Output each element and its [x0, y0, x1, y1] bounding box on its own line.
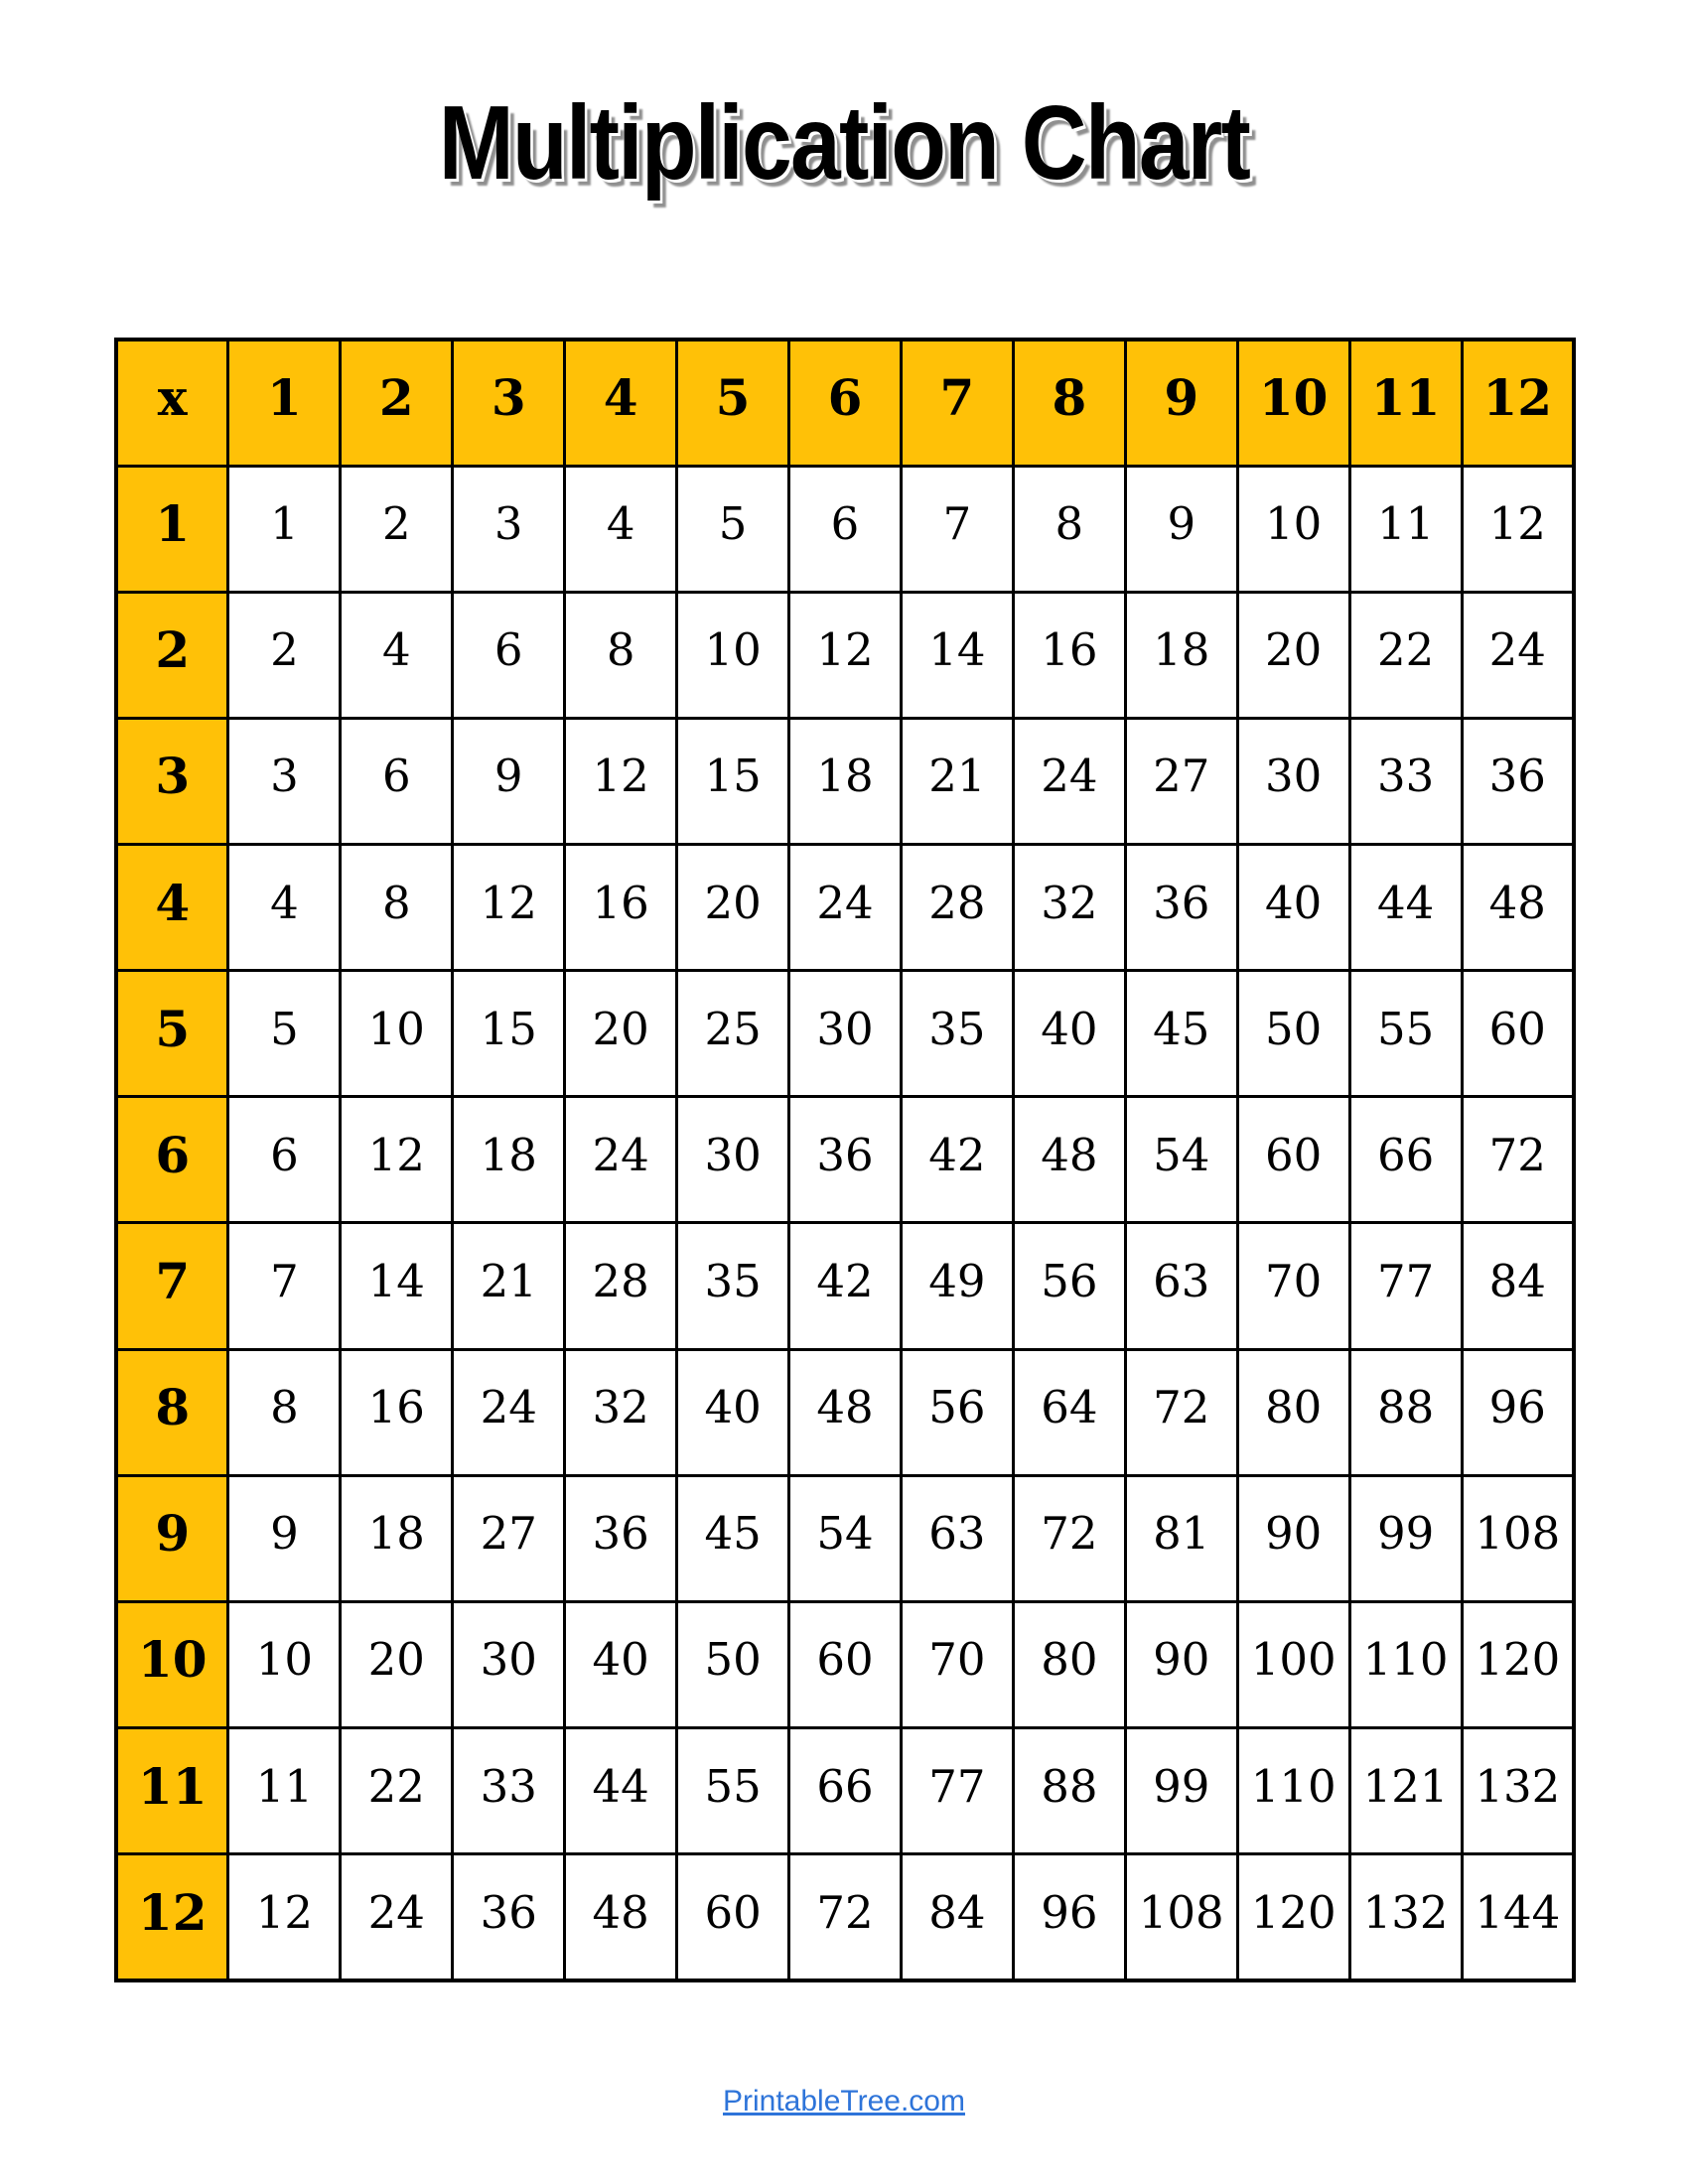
product-cell: 49	[901, 1223, 1013, 1349]
product-cell: 4	[228, 844, 341, 970]
product-cell: 5	[228, 971, 341, 1097]
product-cell: 11	[228, 1728, 341, 1854]
product-cell: 110	[1349, 1601, 1462, 1727]
product-cell: 6	[789, 466, 902, 592]
product-cell: 28	[565, 1223, 677, 1349]
multiplication-table	[114, 338, 1576, 1982]
product-cell: 60	[1237, 1097, 1349, 1223]
product-cell: 30	[677, 1097, 789, 1223]
product-cell: 108	[1125, 1854, 1237, 1980]
product-cell: 88	[1349, 1349, 1462, 1475]
product-cell: 21	[453, 1223, 565, 1349]
product-cell: 70	[1237, 1223, 1349, 1349]
product-cell: 16	[565, 844, 677, 970]
product-cell: 84	[901, 1854, 1013, 1980]
product-cell: 50	[1237, 971, 1349, 1097]
table-row	[116, 592, 1574, 718]
column-header-cell: 4	[565, 340, 677, 466]
product-cell: 11	[1349, 466, 1462, 592]
table-row	[116, 718, 1574, 844]
product-cell: 27	[453, 1475, 565, 1601]
column-header-cell: 3	[453, 340, 565, 466]
product-cell: 132	[1462, 1728, 1574, 1854]
product-cell: 90	[1237, 1475, 1349, 1601]
product-cell: 24	[341, 1854, 453, 1980]
column-header-cell: 1	[228, 340, 341, 466]
row-header-cell: 4	[116, 844, 228, 970]
product-cell: 48	[789, 1349, 902, 1475]
product-cell: 6	[228, 1097, 341, 1223]
table-row	[116, 1854, 1574, 1980]
product-cell: 99	[1349, 1475, 1462, 1601]
product-cell: 96	[1462, 1349, 1574, 1475]
product-cell: 77	[901, 1728, 1013, 1854]
product-cell: 25	[677, 971, 789, 1097]
product-cell: 42	[901, 1097, 1013, 1223]
product-cell: 45	[677, 1475, 789, 1601]
product-cell: 28	[901, 844, 1013, 970]
product-cell: 14	[341, 1223, 453, 1349]
product-cell: 18	[789, 718, 902, 844]
product-cell: 44	[1349, 844, 1462, 970]
product-cell: 132	[1349, 1854, 1462, 1980]
row-header-cell: 1	[116, 466, 228, 592]
product-cell: 50	[677, 1601, 789, 1727]
column-header-cell: 12	[1462, 340, 1574, 466]
row-header-cell: 5	[116, 971, 228, 1097]
product-cell: 1	[228, 466, 341, 592]
row-header-cell: 12	[116, 1854, 228, 1980]
product-cell: 18	[341, 1475, 453, 1601]
product-cell: 24	[789, 844, 902, 970]
product-cell: 54	[1125, 1097, 1237, 1223]
product-cell: 18	[453, 1097, 565, 1223]
product-cell: 96	[1013, 1854, 1125, 1980]
product-cell: 12	[565, 718, 677, 844]
product-cell: 8	[341, 844, 453, 970]
product-cell: 90	[1125, 1601, 1237, 1727]
column-header-cell: 5	[677, 340, 789, 466]
product-cell: 35	[677, 1223, 789, 1349]
product-cell: 120	[1237, 1854, 1349, 1980]
product-cell: 10	[1237, 466, 1349, 592]
product-cell: 12	[789, 592, 902, 718]
row-header-cell: 9	[116, 1475, 228, 1601]
product-cell: 110	[1237, 1728, 1349, 1854]
product-cell: 35	[901, 971, 1013, 1097]
product-cell: 36	[453, 1854, 565, 1980]
product-cell: 32	[1013, 844, 1125, 970]
product-cell: 88	[1013, 1728, 1125, 1854]
table-row	[116, 971, 1574, 1097]
column-header-cell: 10	[1237, 340, 1349, 466]
product-cell: 120	[1462, 1601, 1574, 1727]
product-cell: 20	[341, 1601, 453, 1727]
product-cell: 3	[453, 466, 565, 592]
product-cell: 24	[1013, 718, 1125, 844]
row-header-cell: 10	[116, 1601, 228, 1727]
product-cell: 27	[1125, 718, 1237, 844]
product-cell: 8	[565, 592, 677, 718]
product-cell: 4	[565, 466, 677, 592]
product-cell: 15	[677, 718, 789, 844]
product-cell: 32	[565, 1349, 677, 1475]
row-header-cell: 3	[116, 718, 228, 844]
product-cell: 24	[565, 1097, 677, 1223]
product-cell: 60	[1462, 971, 1574, 1097]
product-cell: 144	[1462, 1854, 1574, 1980]
product-cell: 8	[1013, 466, 1125, 592]
page-title: Multiplication Chart	[438, 84, 1250, 202]
product-cell: 64	[1013, 1349, 1125, 1475]
product-cell: 72	[1462, 1097, 1574, 1223]
product-cell: 108	[1462, 1475, 1574, 1601]
product-cell: 4	[341, 592, 453, 718]
product-cell: 56	[901, 1349, 1013, 1475]
column-header-cell: 7	[901, 340, 1013, 466]
product-cell: 81	[1125, 1475, 1237, 1601]
product-cell: 9	[453, 718, 565, 844]
product-cell: 72	[789, 1854, 902, 1980]
product-cell: 48	[1013, 1097, 1125, 1223]
product-cell: 30	[789, 971, 902, 1097]
product-cell: 55	[1349, 971, 1462, 1097]
product-cell: 6	[453, 592, 565, 718]
column-header-cell: 11	[1349, 340, 1462, 466]
product-cell: 40	[677, 1349, 789, 1475]
product-cell: 36	[1462, 718, 1574, 844]
product-cell: 40	[1237, 844, 1349, 970]
column-header-cell: 2	[341, 340, 453, 466]
product-cell: 99	[1125, 1728, 1237, 1854]
product-cell: 7	[901, 466, 1013, 592]
product-cell: 10	[228, 1601, 341, 1727]
product-cell: 48	[1462, 844, 1574, 970]
product-cell: 16	[1013, 592, 1125, 718]
product-cell: 100	[1237, 1601, 1349, 1727]
column-header-row	[116, 340, 1574, 466]
product-cell: 24	[453, 1349, 565, 1475]
product-cell: 66	[1349, 1097, 1462, 1223]
column-header-cell: 8	[1013, 340, 1125, 466]
row-header-cell: 2	[116, 592, 228, 718]
product-cell: 21	[901, 718, 1013, 844]
product-cell: 45	[1125, 971, 1237, 1097]
product-cell: 14	[901, 592, 1013, 718]
product-cell: 63	[901, 1475, 1013, 1601]
product-cell: 30	[453, 1601, 565, 1727]
product-cell: 24	[1462, 592, 1574, 718]
table-row	[116, 844, 1574, 970]
product-cell: 56	[1013, 1223, 1125, 1349]
product-cell: 22	[341, 1728, 453, 1854]
table-row	[116, 1601, 1574, 1727]
product-cell: 36	[1125, 844, 1237, 970]
product-cell: 2	[228, 592, 341, 718]
product-cell: 72	[1125, 1349, 1237, 1475]
product-cell: 8	[228, 1349, 341, 1475]
product-cell: 60	[677, 1854, 789, 1980]
row-header-cell: 6	[116, 1097, 228, 1223]
product-cell: 9	[228, 1475, 341, 1601]
product-cell: 7	[228, 1223, 341, 1349]
table-row	[116, 1223, 1574, 1349]
product-cell: 36	[789, 1097, 902, 1223]
product-cell: 40	[1013, 971, 1125, 1097]
product-cell: 12	[341, 1097, 453, 1223]
product-cell: 22	[1349, 592, 1462, 718]
product-cell: 12	[1462, 466, 1574, 592]
product-cell: 10	[341, 971, 453, 1097]
product-cell: 12	[453, 844, 565, 970]
row-header-cell: 8	[116, 1349, 228, 1475]
product-cell: 80	[1237, 1349, 1349, 1475]
product-cell: 30	[1237, 718, 1349, 844]
product-cell: 15	[453, 971, 565, 1097]
product-cell: 121	[1349, 1728, 1462, 1854]
product-cell: 3	[228, 718, 341, 844]
product-cell: 10	[677, 592, 789, 718]
product-cell: 5	[677, 466, 789, 592]
product-cell: 36	[565, 1475, 677, 1601]
product-cell: 42	[789, 1223, 902, 1349]
footer-link[interactable]: PrintableTree.com	[723, 2085, 965, 2117]
product-cell: 2	[341, 466, 453, 592]
column-header-cell: 9	[1125, 340, 1237, 466]
table-row	[116, 1475, 1574, 1601]
product-cell: 6	[341, 718, 453, 844]
product-cell: 16	[341, 1349, 453, 1475]
table-row	[116, 1097, 1574, 1223]
product-cell: 66	[789, 1728, 902, 1854]
product-cell: 18	[1125, 592, 1237, 718]
column-header-cell: 6	[789, 340, 902, 466]
product-cell: 20	[1237, 592, 1349, 718]
table-row	[116, 1728, 1574, 1854]
product-cell: 20	[565, 971, 677, 1097]
product-cell: 60	[789, 1601, 902, 1727]
product-cell: 80	[1013, 1601, 1125, 1727]
product-cell: 40	[565, 1601, 677, 1727]
table-row	[116, 1349, 1574, 1475]
product-cell: 63	[1125, 1223, 1237, 1349]
corner-cell: x	[116, 340, 228, 466]
row-header-cell: 7	[116, 1223, 228, 1349]
product-cell: 77	[1349, 1223, 1462, 1349]
product-cell: 33	[453, 1728, 565, 1854]
product-cell: 55	[677, 1728, 789, 1854]
product-cell: 54	[789, 1475, 902, 1601]
product-cell: 72	[1013, 1475, 1125, 1601]
product-cell: 84	[1462, 1223, 1574, 1349]
product-cell: 12	[228, 1854, 341, 1980]
product-cell: 33	[1349, 718, 1462, 844]
product-cell: 70	[901, 1601, 1013, 1727]
table-row	[116, 466, 1574, 592]
row-header-cell: 11	[116, 1728, 228, 1854]
product-cell: 48	[565, 1854, 677, 1980]
product-cell: 9	[1125, 466, 1237, 592]
product-cell: 20	[677, 844, 789, 970]
product-cell: 44	[565, 1728, 677, 1854]
